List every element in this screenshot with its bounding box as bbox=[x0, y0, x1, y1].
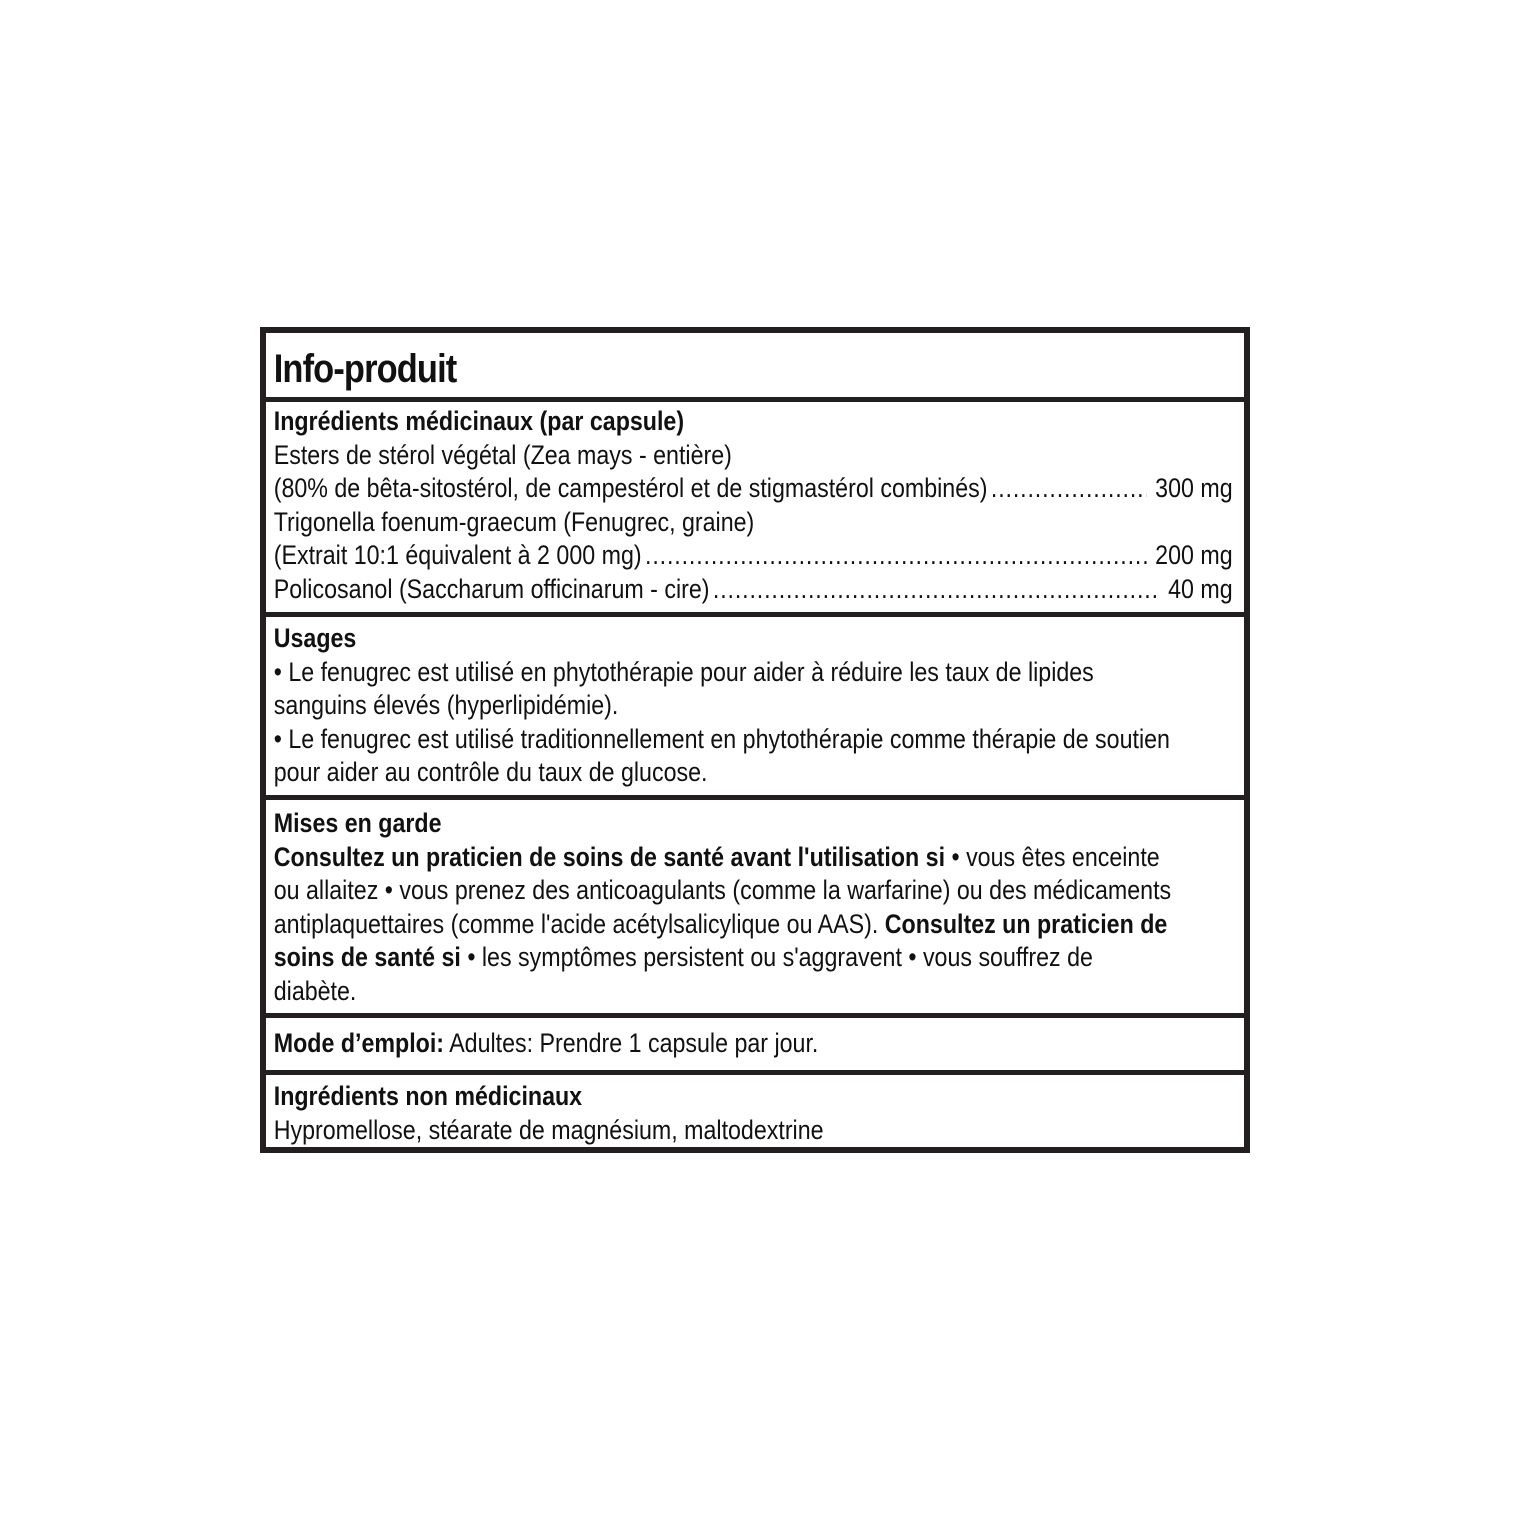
divider bbox=[266, 1013, 1244, 1018]
warning-text: • les symptômes persistent ou s'aggravent • vous souffrez de bbox=[460, 942, 1093, 972]
usages-section bbox=[266, 622, 1241, 790]
ingredient-line: Trigonella foenum-graecum (Fenugrec, graine) bbox=[273, 506, 755, 537]
ingredient-name: Policosanol (Saccharum officinarum - cire) bbox=[273, 573, 710, 604]
ingredient-row bbox=[274, 573, 1233, 607]
ingredient-row bbox=[274, 539, 1233, 573]
warning-bold-text: Consultez un praticien de bbox=[884, 908, 1168, 939]
usage-line: pour aider au contrôle du taux de glucose. bbox=[273, 757, 708, 787]
ingredient-name: (80% de bêta-sitostérol, de campestérol et de stigmastérol combinés) bbox=[273, 473, 988, 503]
dot-leader bbox=[645, 539, 1147, 573]
usage-line: • Le fenugrec est utilisé traditionnellement en phytothérapie comme thérapie de soutien bbox=[273, 723, 1170, 754]
directions-section bbox=[266, 1027, 1241, 1061]
divider bbox=[266, 397, 1244, 402]
usages-heading: Usages bbox=[273, 623, 357, 653]
medicinal-ingredients-section bbox=[266, 405, 1241, 606]
ingredient-line: Esters de stérol végétal (Zea mays - entière) bbox=[273, 439, 732, 470]
divider bbox=[266, 795, 1244, 800]
non-medicinal-section bbox=[266, 1080, 1241, 1147]
divider bbox=[266, 1070, 1244, 1075]
warning-text: antiplaquettaires (comme l'acide acétylsalicylique ou AAS). bbox=[273, 908, 885, 939]
directions-text: Adultes: Prendre 1 capsule par jour. bbox=[444, 1028, 819, 1058]
usage-line: • Le fenugrec est utilisé en phytothérapie pour aider à réduire les taux de lipides bbox=[273, 656, 1094, 687]
ingredient-name: (Extrait 10:1 équivalent à 2 000 mg) bbox=[273, 540, 642, 570]
dot-leader bbox=[991, 472, 1147, 506]
product-info-panel bbox=[260, 327, 1250, 1153]
medicinal-heading: Ingrédients médicinaux (par capsule) bbox=[273, 406, 685, 436]
usage-line: sanguins élevés (hyperlipidémie). bbox=[273, 690, 619, 720]
ingredient-row bbox=[274, 472, 1233, 506]
directions-label: Mode d’emploi: bbox=[273, 1028, 445, 1058]
non-medicinal-heading: Ingrédients non médicinaux bbox=[273, 1081, 583, 1111]
title-section bbox=[266, 345, 1241, 393]
directions-line bbox=[274, 1027, 1233, 1061]
divider bbox=[266, 612, 1244, 617]
ingredient-amount: 40 mg bbox=[1168, 573, 1233, 604]
warning-line bbox=[274, 841, 1233, 875]
warning-line bbox=[274, 941, 1233, 975]
warning-line bbox=[274, 908, 1233, 942]
ingredient-amount: 300 mg bbox=[1155, 473, 1233, 503]
non-medicinal-text: Hypromellose, stéarate de magnésium, maltodextrine bbox=[273, 1114, 824, 1145]
warnings-section bbox=[266, 807, 1241, 1008]
warnings-heading: Mises en garde bbox=[273, 808, 442, 838]
warning-line: diabète. bbox=[273, 975, 357, 1006]
panel-title: Info-produit bbox=[273, 347, 457, 391]
warning-bold-text: soins de santé si bbox=[273, 942, 461, 972]
ingredient-amount: 200 mg bbox=[1155, 540, 1233, 570]
warning-text: • vous êtes enceinte bbox=[945, 841, 1160, 872]
warning-bold-text: Consultez un praticien de soins de santé avant l'utilisation si bbox=[273, 841, 946, 872]
dot-leader bbox=[713, 573, 1160, 607]
warning-line: ou allaitez • vous prenez des anticoagulants (comme la warfarine) ou des médicaments bbox=[273, 875, 1172, 905]
